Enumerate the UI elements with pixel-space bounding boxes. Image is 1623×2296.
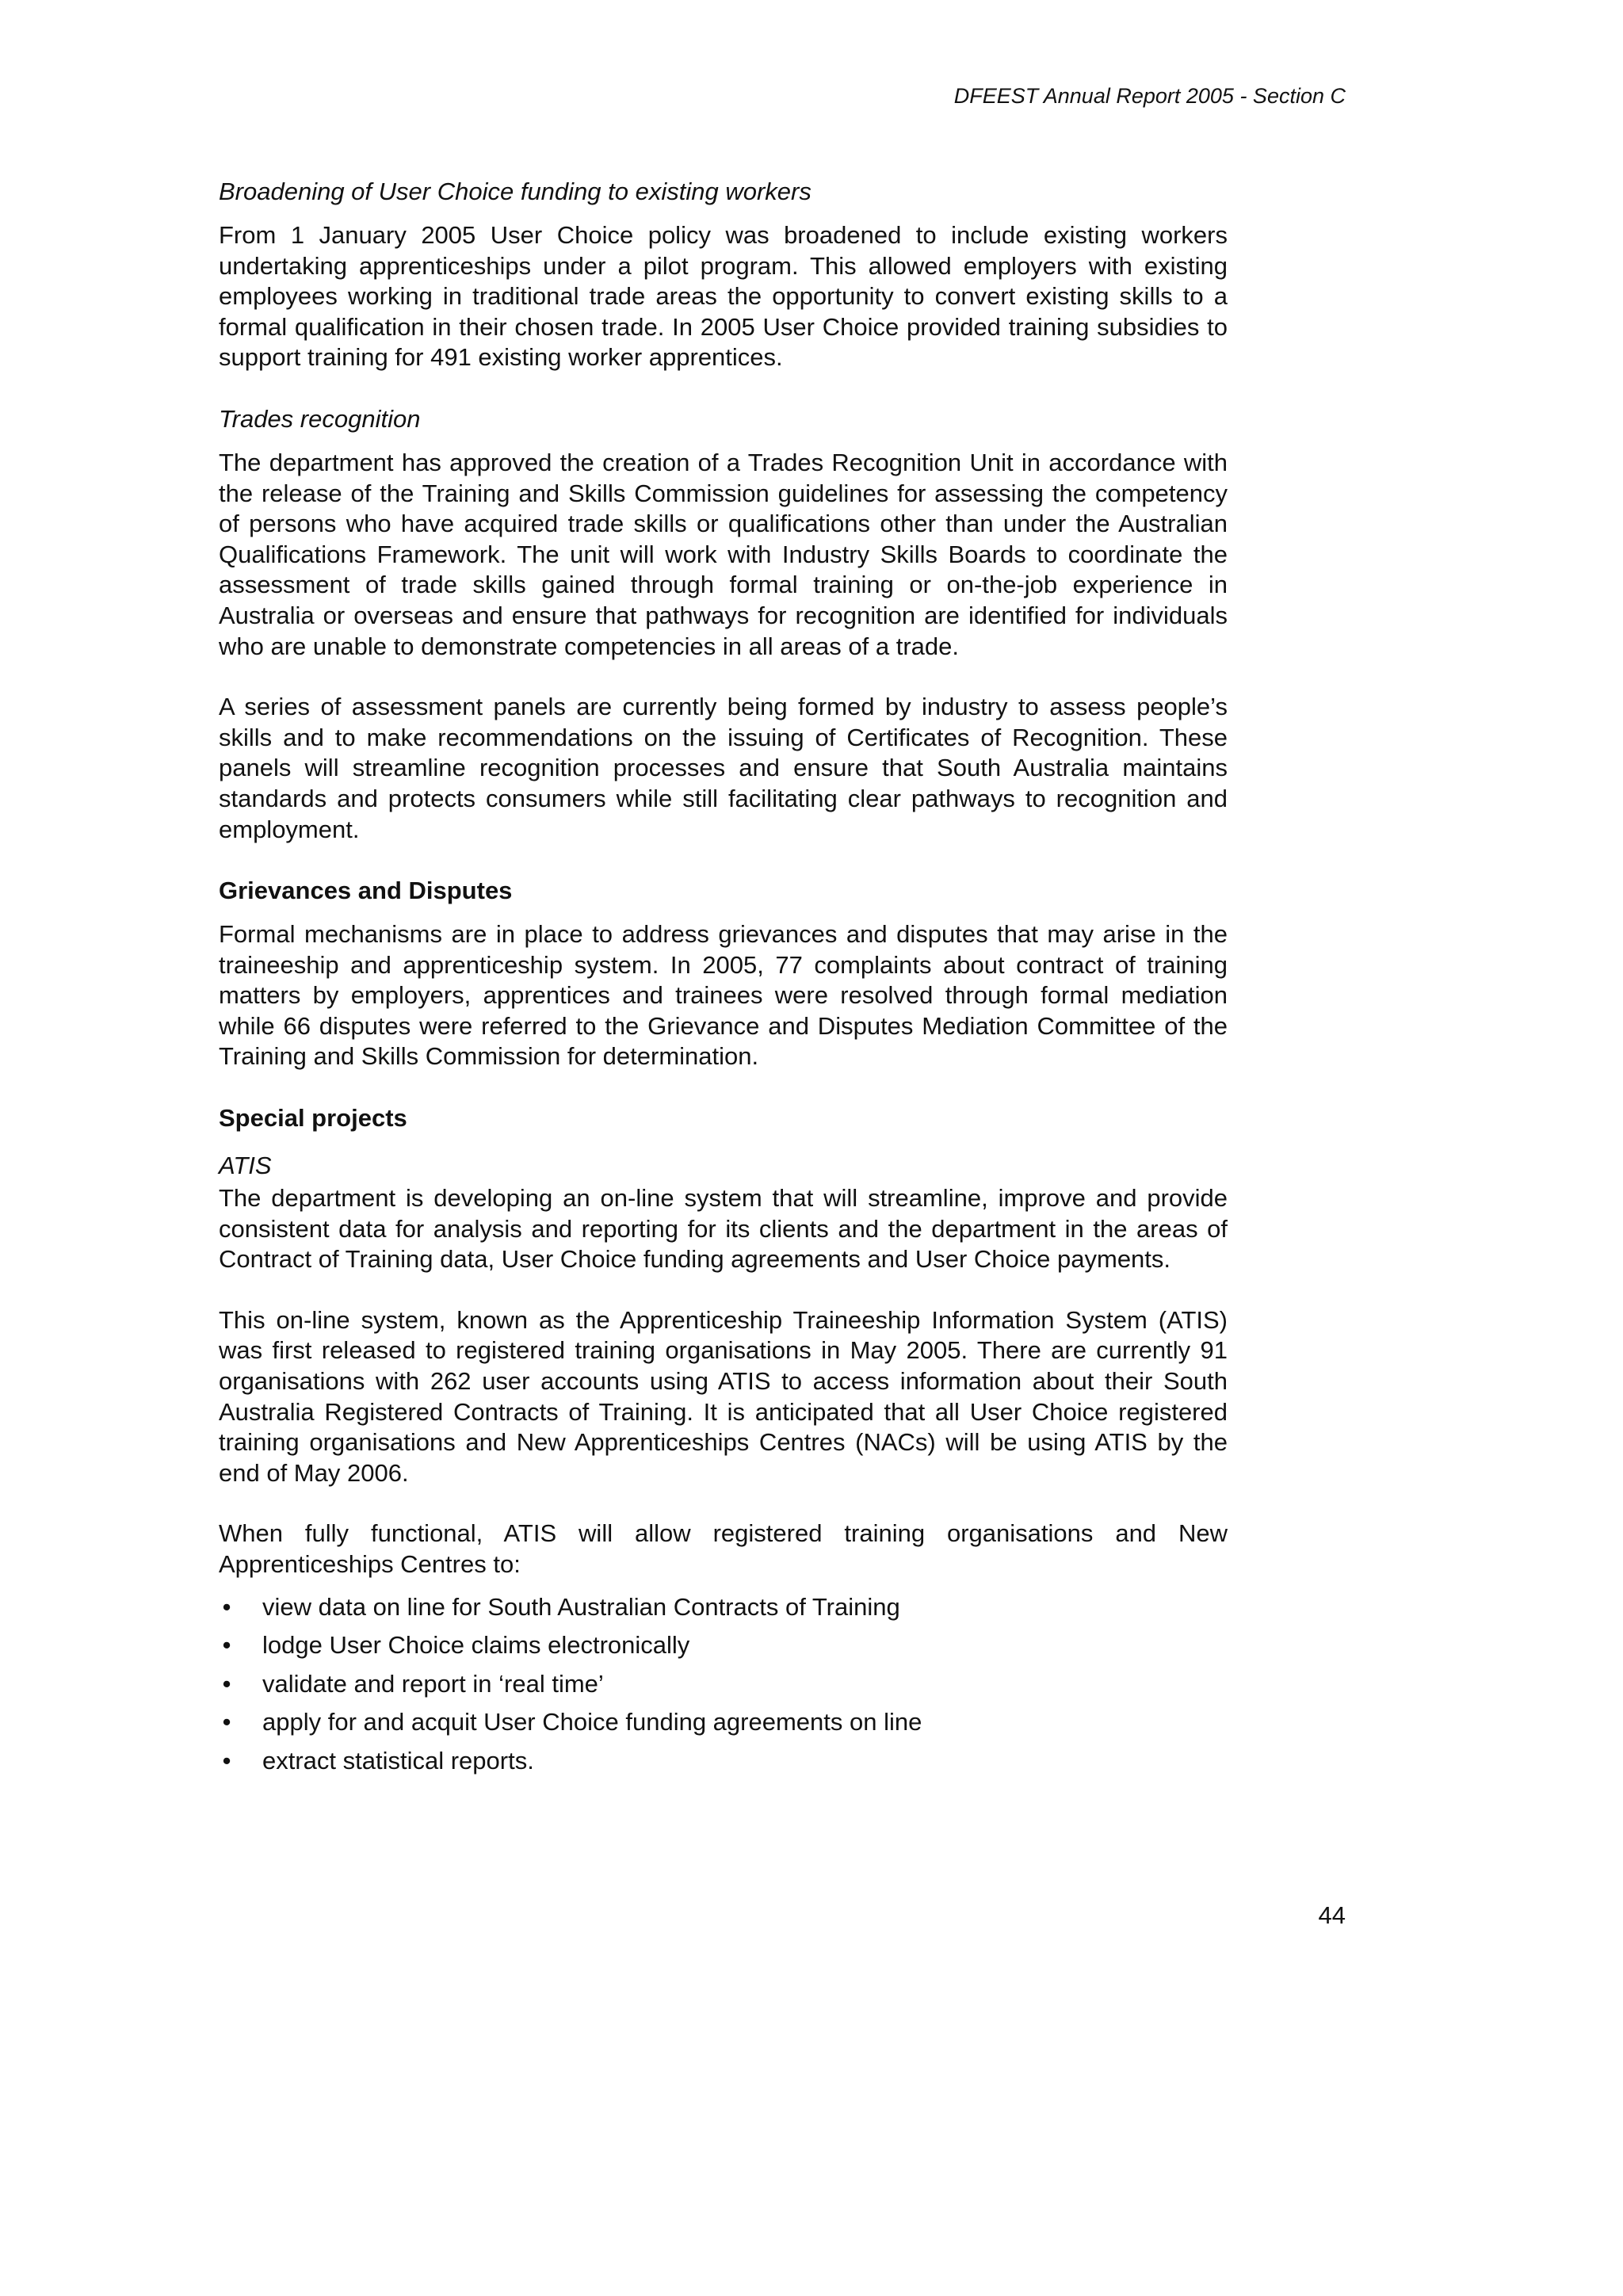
list-item-text: validate and report in ‘real time’ (262, 1669, 604, 1698)
paragraph-atis-3: When fully functional, ATIS will allow registered training organisations and New Apprenticeships Centres to: (219, 1519, 1228, 1578)
paragraph-grievances: Formal mechanisms are in place to address grievances and disputes that may arise in the traineeship and apprenticeship system. In 2005, 77 complaints about contract of training matters by employers, apprentices and trainees were resolved through formal mediation while 66 disputes were referred to the Grievance and Disputes Mediation Committee of the Training and Skills Commission for determination. (219, 920, 1228, 1071)
list-item-text: view data on line for South Australian Contracts of Training (262, 1592, 900, 1621)
list-item (219, 1742, 1228, 1781)
list-item (219, 1626, 1228, 1665)
heading-trades-recognition: Trades recognition (219, 404, 421, 433)
heading-atis: ATIS (219, 1152, 272, 1180)
running-header: DFEEST Annual Report 2005 - Section C (953, 84, 1346, 108)
bullet-icon: • (222, 1592, 231, 1621)
heading-special-projects: Special projects (219, 1104, 407, 1133)
atis-feature-list (219, 1588, 1228, 1781)
list-item (219, 1665, 1228, 1704)
paragraph-atis-2: This on-line system, known as the Apprenticeship Traineeship Information System (ATIS) was first released to registered training organisations in May 2005. There are currently 91 organisations with 262 user accounts using ATIS to access information about their South Australia Registered Contracts of Training. It is anticipated that all User Choice registered training organisations and New Apprenticeships Centres (NACs) will be using ATIS by the end of May 2006. (219, 1305, 1228, 1487)
list-item (219, 1703, 1228, 1742)
paragraph-trades-recognition-2: A series of assessment panels are currently being formed by industry to assess people’s skills and to make recommendations on the issuing of Certificates of Recognition. These panels will streamline recognition processes and ensure that South Australia maintains standards and protects consumers while still facilitating clear pathways to recognition and employment. (219, 693, 1228, 843)
bullet-icon: • (222, 1746, 231, 1775)
bullet-icon: • (222, 1631, 231, 1660)
heading-user-choice: Broadening of User Choice funding to existing workers (219, 178, 812, 205)
paragraph-trades-recognition-1: The department has approved the creation of a Trades Recognition Unit in accordance with the release of the Training and Skills Commission guidelines for assessing the competency of persons who have acquired trade skills or qualifications other than under the Australian Qualifications Framework. The unit will work with Industry Skills Boards to coordinate the assessment of trade skills gained through formal training or on-the-job experience in Australia or overseas and ensure that pathways for recognition are identified for individuals who are unable to demonstrate competencies in all areas of a trade. (219, 448, 1228, 660)
bullet-icon: • (222, 1669, 231, 1698)
page-body (219, 176, 1228, 1780)
list-item-text: apply for and acquit User Choice funding agreements on line (262, 1708, 922, 1736)
page-number: 44 (1318, 1901, 1346, 1929)
list-item-text: lodge User Choice claims electronically (262, 1631, 690, 1660)
bullet-icon: • (222, 1708, 231, 1736)
list-item (219, 1588, 1228, 1627)
list-item-text: extract statistical reports. (262, 1746, 534, 1775)
heading-grievances: Grievances and Disputes (219, 877, 513, 905)
paragraph-atis-1: The department is developing an on-line system that will streamline, improve and provide consistent data for analysis and reporting for its clients and the department in the areas of Contract of Training data, User Choice funding agreements and User Choice payments. (219, 1184, 1228, 1274)
paragraph-user-choice: From 1 January 2005 User Choice policy was broadened to include existing workers undertaking apprenticeships under a pilot program. This allowed employers with existing employees working in traditional trade areas the opportunity to convert existing skills to a formal qualification in their chosen trade. In 2005 User Choice provided training subsidies to support training for 491 existing worker apprentices. (219, 221, 1228, 372)
